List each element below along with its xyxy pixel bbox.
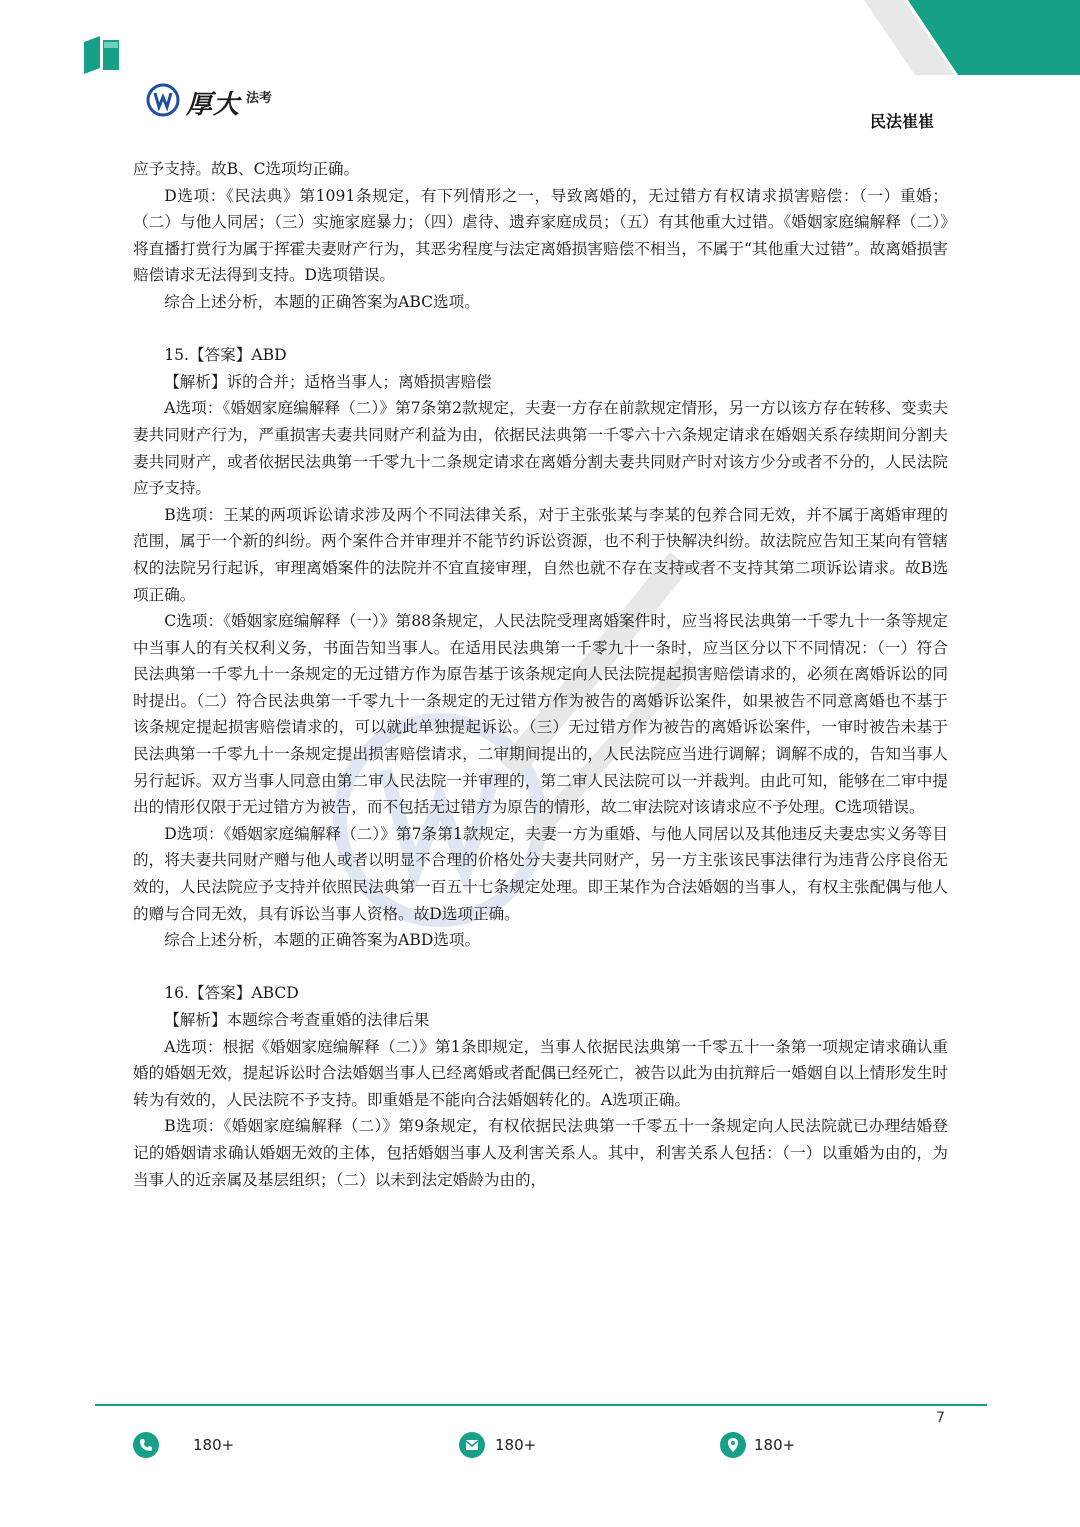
logo-emblem-icon [146,83,180,121]
phone-value: 180+ [193,1436,235,1454]
paragraph: C选项：《婚姻家庭编解释（一）》第88条规定，人民法院受理离婚案件时，应当将民法典第一千零九十一条等规定中当事人的有关权利义务，书面告知当事人。在适用民法典第一千零九十一条时，应当区分以下不同情况：（一）符合民法典第一千零九十一条规定的无过错方作为原告基于该条规定向人民法院提起损害赔偿请求的，必须在离婚诉讼的同时提出。（二）符合民法典第一千零九十一条规定的无过错方作为被告的离婚诉讼案件，如果被告不同意离婚也不基于该条规定提起损害赔偿请求的，可以就此单独提起诉讼。（三）无过错方作为被告的离婚诉讼案件，一审时被告未基于民法典第一千零九十一条规定提出损害赔偿请求，二审期间提出的，人民法院应当进行调解；调解不成的，告知当事人另行起诉。双方当事人同意由第二审人民法院一并审理的，第二审人民法院可以一并裁判。由此可知，能够在二审中提出的情形仅限于无过错方为被告，而不包括无过错方为原告的情形，故二审法院对该请求应不予处理。C选项错误。 [133,612,948,817]
document-body [133,156,948,1193]
paragraph: D选项：《民法典》第1091条规定，有下列情形之一，导致离婚的，无过错方有权请求损害赔偿：（一）重婚；（二）与他人同居；（三）实施家庭暴力；（四）虐待、遗弃家庭成员；（五）有其他重大过错。《婚姻家庭编解释（二）》将直播打赏行为属于挥霍夫妻财产行为，其恶劣程度与法定离婚损害赔偿不相当，不属于“其他重大过错”。故离婚损害赔偿请求无法得到支持。D选项错误。 [133,186,948,285]
location-value: 180+ [754,1436,796,1454]
brand-name: 厚大 [186,89,241,120]
paragraph: 综合上述分析，本题的正确答案为ABD选项。 [164,931,481,950]
brand-logo [146,82,272,122]
paragraph: D选项：《婚姻家庭编解释（二）》第7条第1款规定，夫妻一方为重婚、与他人同居以及其他违反夫妻忠实义务等目的，将夫妻共同财产赠与他人或者以明显不合理的价格处分夫妻共同财产，另一方主张该民事法律行为违背公序良俗无效的，人民法院应予支持并依照民法典第一百五十七条规定处理。即王某作为合法婚姻的当事人，有权主张配偶与他人的赠与合同无效，具有诉讼当事人资格。故D选项正确。 [133,824,948,923]
corner-decoration [780,0,1080,75]
footer-message [459,1432,536,1458]
message-value: 180+ [495,1436,537,1454]
paragraph: 15.【答案】ABD [164,346,287,365]
paragraph: A选项：《婚姻家庭编解释（二）》第7条第2款规定，夫妻一方存在前款规定情形，另一方以该方存在转移、变卖夫妻共同财产行为，严重损害夫妻共同财产利益为由，依据民法典第一千零六十六条规定请求在婚姻关系存续期间分割夫妻共同财产，或者依据民法典第一千零九十二条规定请求在离婚分割夫妻共同财产时对该方少分或者不分的，人民法院应予支持。 [133,399,948,498]
paragraph: 【解析】本题综合考查重婚的法律后果 [164,1011,430,1029]
footer-phone [133,1432,234,1458]
book-icon [84,36,120,80]
footer-divider [95,1404,987,1406]
location-pin-icon [720,1432,746,1458]
paragraph: 综合上述分析，本题的正确答案为ABC选项。 [164,292,480,311]
page-number: 7 [936,1410,945,1426]
paragraph: B选项：王某的两项诉讼请求涉及两个不同法律关系，对于主张张某与李某的包养合同无效，并不属于离婚审理的范围，属于一个新的纠纷。两个案件合并审理并不能节约诉讼资源，也不利于快解决纠纷。故法院应告知王某向有管辖权的法院另行起诉，审理离婚案件的法院并不宜直接审理，自然也就不存在支持或者不支持其第二项诉讼请求。故B选项正确。 [133,505,948,604]
footer-location [720,1432,795,1458]
phone-icon [133,1432,159,1458]
paragraph: 【解析】诉的合并；适格当事人；离婚损害赔偿 [164,372,492,391]
paragraph: A选项：根据《婚姻家庭编解释（二）》第1条即规定，当事人依据民法典第一千零五十一条第一项规定请求确认重婚的婚姻无效，提起诉讼时合法婚姻当事人已经离婚或者配偶已经死亡，被告以此为由抗辩后一婚姻自以上情形发生时转为有效的，人民法院不予支持。即重婚是不能向合法婚姻转化的。A选项正确。 [133,1037,948,1109]
paragraph: 应予支持。故B、C选项均正确。 [133,160,360,178]
paragraph: B选项：《婚姻家庭编解释（二）》第9条规定，有权依据民法典第一千零五十一条规定向人民法院就已办理结婚登记的婚姻请求确认婚姻无效的主体，包括婚姻当事人及利害关系人。其中，利害关系人包括：（一）以重婚为由的，为当事人的近亲属及基层组织；（二）以未到法定婚龄为由的， [133,1117,948,1189]
mail-icon [459,1432,485,1458]
paragraph: 16.【答案】ABCD [164,984,299,1003]
brand-sub: 法考 [246,90,273,106]
subject-title: 民法崔崔 [869,112,934,131]
